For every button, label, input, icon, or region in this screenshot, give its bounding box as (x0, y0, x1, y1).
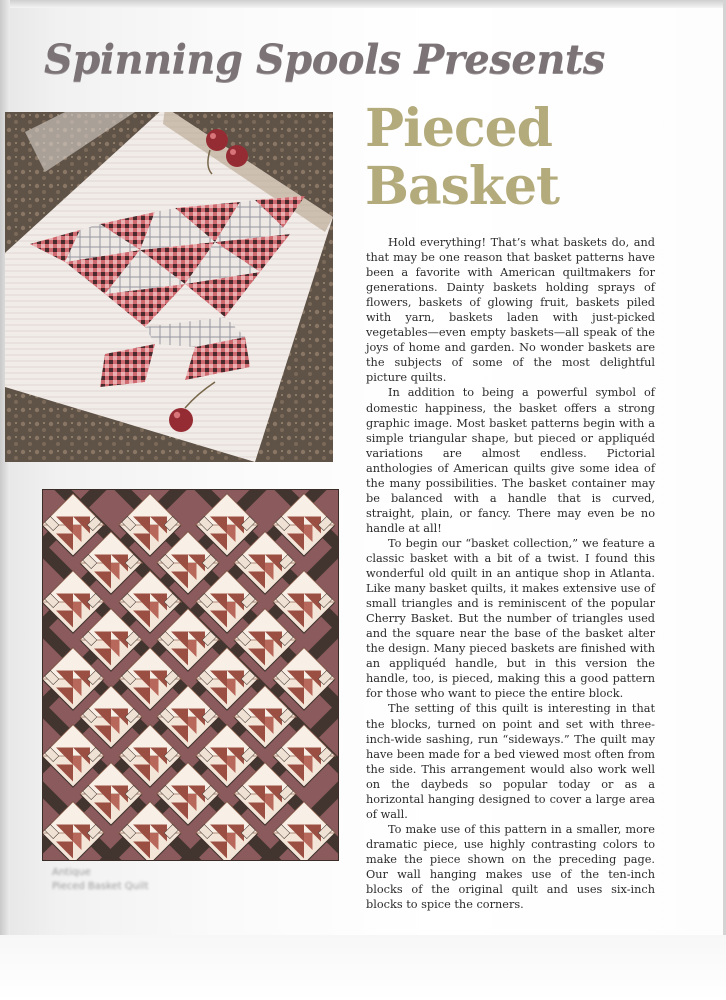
article-title-line-2: Basket (365, 156, 560, 217)
page-top-shadow (0, 0, 726, 8)
paragraph-5: To make use of this pattern in a smaller, more dramatic piece, use highly contrasting colors to make the piece shown on the preceding page. Our wall hanging makes use of the ten-inch blocks of the original quilt and uses six-inch blocks to spice the corners. (366, 822, 655, 912)
quilt-block-photo (5, 112, 333, 462)
page-bottom-margin (0, 935, 726, 1000)
article-body (366, 235, 655, 912)
caption-line-2: Pieced Basket Quilt (52, 881, 149, 892)
paragraph-4: The setting of this quilt is interesting in that the blocks, turned on point and set with three-inch-wide sashing, run “sideways.” The quilt may have been made for a bed viewed most often from the side. This arrangement would also work well on the daybeds so popular today or as a horizontal hanging designed to cover a large area of wall. (366, 702, 655, 821)
paragraph-2: In addition to being a powerful symbol of domestic happiness, the basket offers a strong graphic image. Most basket patterns begin with a simple triangular shape, but pieced or appliquéd variations are almost endless. Pictorial anthologies of American quilts give some idea of the many possibilities. The basket container may be balanced with a handle that is curved, straight, plain, or fancy. There may even be no handle at all! (366, 386, 655, 535)
quilt-photo-image (5, 112, 333, 462)
article-title (365, 100, 559, 216)
figure-caption (52, 866, 149, 894)
series-title: Spinning Spools Presents (44, 36, 605, 83)
paragraph-3: To begin our “basket collection,” we feature a classic basket with a bit of a twist. I found this wonderful old quilt in an antique shop in Atlanta. Like many basket quilts, it makes extensive use of small triangles and is reminiscent of the popular Cherry Basket. But the number of triangles used and the square near the base of the basket alter the design. Many pieced baskets are finished with an appliquéd handle, but in this version the handle, too, is pieced, making this a good pattern for those who want to piece the entire block. (366, 536, 655, 701)
article-title-line-1: Pieced (365, 98, 553, 159)
pieced-basket-quilt-drawing (43, 490, 338, 860)
quilt-illustration (42, 489, 339, 861)
paragraph-1: Hold everything! That’s what baskets do, and that may be one reason that basket patterns have been a favorite with American quiltmakers for generations. Dainty baskets holding sprays of flowers, baskets of glowing fruit, baskets piled with yarn, baskets laden with just-picked vegetables—even empty baskets—all speak of the joys of home and garden. No wonder baskets are the subjects of some of the most delightful picture quilts. (366, 236, 655, 385)
caption-line-1: Antique (52, 867, 91, 878)
